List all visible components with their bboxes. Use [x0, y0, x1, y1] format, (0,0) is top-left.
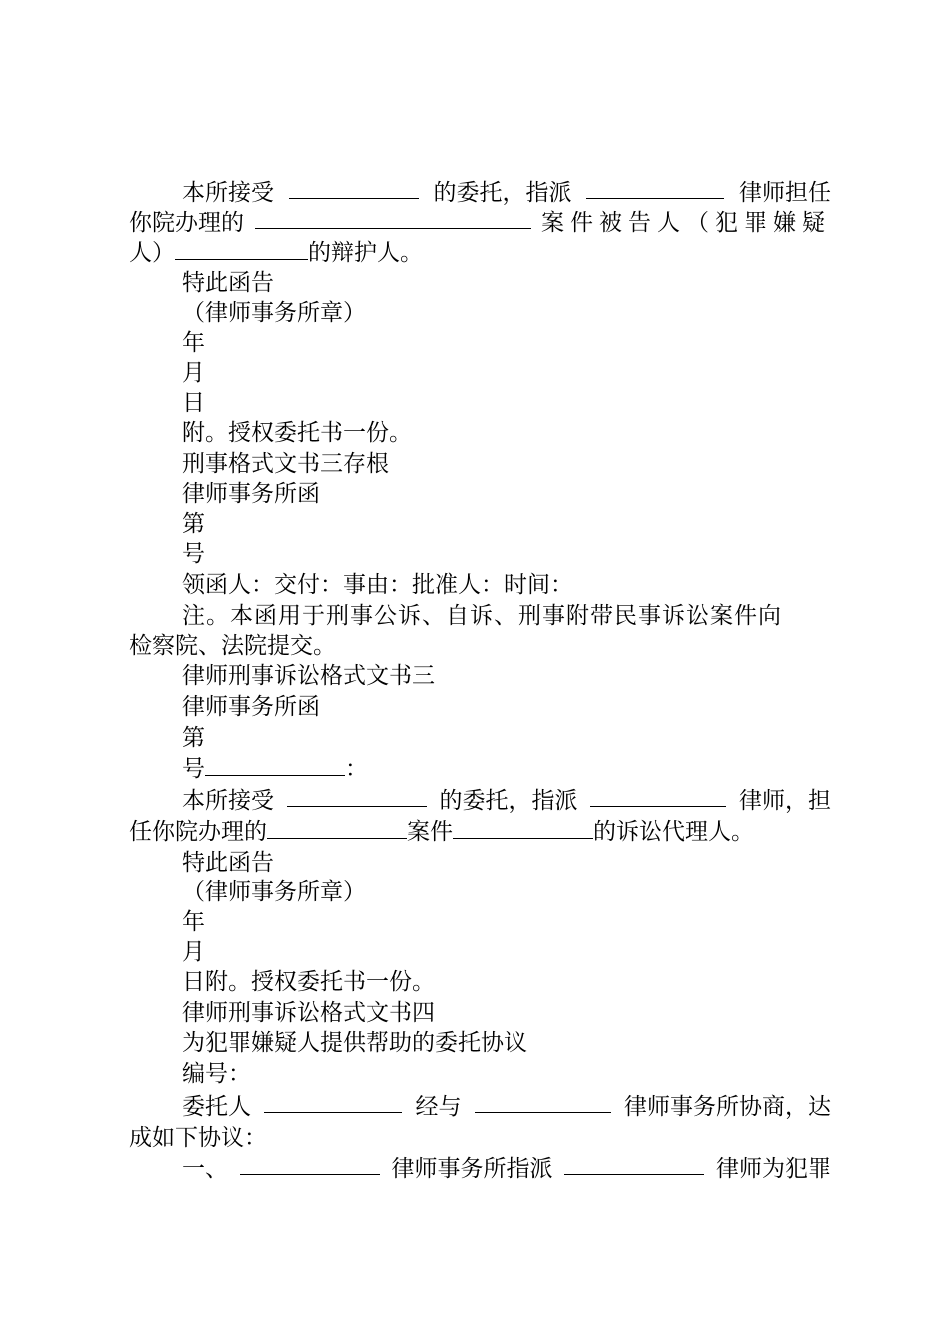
text-segment: 一、 [182, 1156, 228, 1182]
blank-field [205, 755, 345, 776]
letter1-attachment: 附。授权委托书一份。 [182, 420, 412, 446]
form3-day-attachment: 日附。授权委托书一份。 [182, 969, 435, 995]
form3-letter-title: 律师事务所函 [182, 694, 320, 720]
stub-title: 刑事格式文书三存根 [182, 451, 389, 477]
letter1-seal: （律师事务所章） [182, 300, 366, 326]
form4-subtitle: 为犯罪嫌疑人提供帮助的委托协议 [182, 1030, 527, 1056]
text-segment: 案件 [407, 819, 453, 845]
form3-title: 律师刑事诉讼格式文书三 [182, 663, 435, 689]
letter1-closing: 特此函告 [182, 270, 274, 296]
blank-field [175, 239, 308, 260]
blank-field [264, 1092, 402, 1113]
text-segment: 律师，担 [739, 788, 831, 814]
text-segment: 律师担任 [739, 180, 831, 206]
letter1-day: 日 [182, 390, 205, 416]
blank-field [564, 1154, 704, 1175]
text-segment: 本所接受 [182, 788, 274, 814]
letter1-paragraph-line3 [129, 238, 423, 268]
blank-field [453, 818, 593, 839]
form3-paragraph-line1 [182, 786, 831, 816]
text-segment: 律师事务所指派 [391, 1156, 553, 1182]
text-segment: 人） [129, 240, 175, 266]
blank-field [287, 786, 427, 807]
form3-number-line [182, 754, 368, 784]
text-segment: 的委托，指派 [433, 180, 572, 206]
text-segment: 号 [182, 756, 205, 782]
letter1-year: 年 [182, 330, 205, 356]
stub-fields: 领函人：交付：事由：批准人：时间： [182, 572, 573, 598]
text-segment: 任你院办理的 [129, 819, 267, 845]
stub-number-prefix: 第 [182, 511, 205, 537]
form3-seal: （律师事务所章） [182, 879, 366, 905]
blank-field [267, 818, 407, 839]
stub-note-line2: 检察院、法院提交。 [129, 633, 336, 659]
form3-year: 年 [182, 909, 205, 935]
form4-paragraph-line2: 成如下协议： [129, 1125, 267, 1151]
letter1-paragraph-line2 [129, 208, 831, 238]
blank-field [240, 1154, 380, 1175]
form3-month: 月 [182, 939, 205, 965]
blank-field [289, 178, 419, 199]
form3-number-prefix: 第 [182, 725, 205, 751]
text-segment: 你院办理的 [129, 210, 244, 236]
text-segment: 经与 [415, 1094, 462, 1120]
blank-field [475, 1092, 611, 1113]
form4-paragraph-line1 [182, 1092, 831, 1122]
text-segment: 案件被告人（犯罪嫌疑 [541, 210, 831, 236]
text-segment: 律师为犯罪 [716, 1156, 831, 1182]
form3-closing: 特此函告 [182, 850, 274, 876]
letter1-month: 月 [182, 360, 205, 386]
text-segment: 委托人 [182, 1094, 251, 1120]
blank-field [590, 786, 726, 807]
form4-title: 律师刑事诉讼格式文书四 [182, 1000, 435, 1026]
blank-field [586, 178, 724, 199]
text-segment: 的诉讼代理人。 [593, 819, 754, 845]
stub-letter-title: 律师事务所函 [182, 481, 320, 507]
text-segment: ： [345, 756, 368, 782]
text-segment: 本所接受 [182, 180, 274, 206]
letter1-paragraph-line1 [182, 178, 831, 208]
blank-field [255, 208, 531, 229]
stub-number-suffix: 号 [182, 541, 205, 567]
form3-paragraph-line2 [129, 817, 754, 847]
text-segment: 的辩护人。 [308, 240, 423, 266]
form4-number: 编号： [182, 1061, 251, 1087]
form4-paragraph-line3 [182, 1154, 831, 1184]
stub-note-line1: 注。本函用于刑事公诉、自诉、刑事附带民事诉讼案件向 [182, 603, 782, 629]
text-segment: 的委托，指派 [439, 788, 578, 814]
text-segment: 律师事务所协商，达 [624, 1094, 831, 1120]
